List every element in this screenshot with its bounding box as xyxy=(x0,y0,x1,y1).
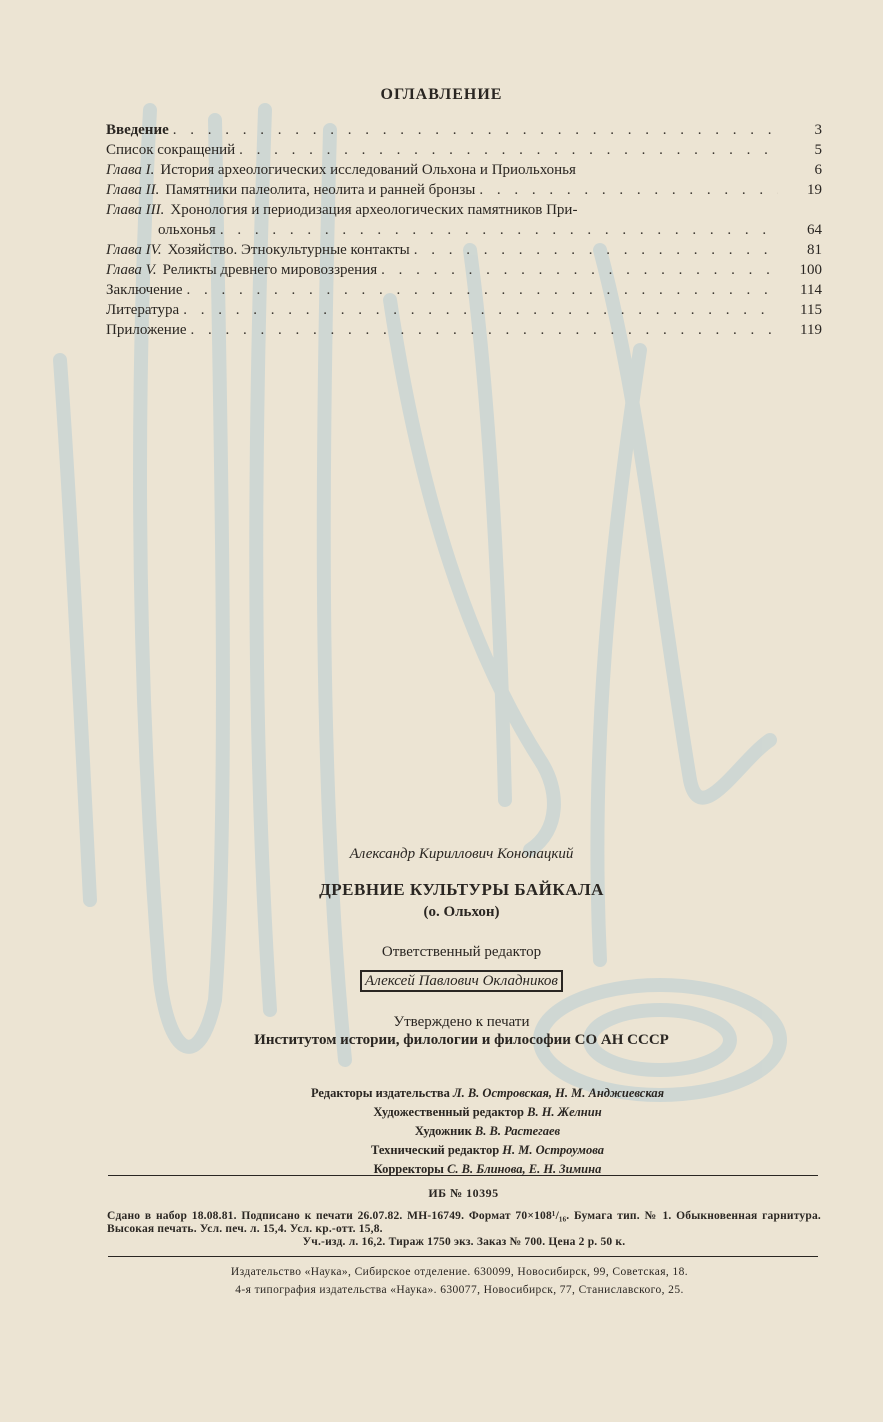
ib-number: ИБ № 10395 xyxy=(428,1186,499,1200)
toc-entry-label: Реликты древнего мировоззрения xyxy=(162,262,378,278)
divider-rule xyxy=(108,1175,818,1176)
toc-entry-prefix: Глава V. xyxy=(106,262,157,278)
toc-entry-prefix: Глава I. xyxy=(106,162,155,178)
responsible-editor-name: Алексей Павлович Окладников xyxy=(360,970,563,992)
toc-entry-page: 100 xyxy=(799,262,822,278)
book-author: Александр Кириллович Конопацкий xyxy=(349,846,574,862)
toc-entry-page: 19 xyxy=(807,182,822,198)
toc-entry-prefix: Глава III. xyxy=(106,202,165,218)
toc-entry xyxy=(106,160,822,180)
leader-dots xyxy=(220,220,778,240)
credits-list xyxy=(0,1084,883,1179)
leader-dots xyxy=(183,300,778,320)
toc-entry xyxy=(106,240,822,260)
toc-entry-label: Хозяйство. Этнокультурные контакты xyxy=(167,242,410,258)
toc-entry-label: История археологических исследований Ольхона и Приольхонья xyxy=(160,162,576,178)
toc-entry-label: Литература xyxy=(106,302,180,318)
publisher-info xyxy=(18,1263,883,1299)
toc-entry-page: 81 xyxy=(807,242,822,258)
leader-dots xyxy=(191,320,778,340)
toc-entry-page: 3 xyxy=(814,122,822,138)
toc-entry-page: 114 xyxy=(800,282,822,298)
toc-entry-page: 6 xyxy=(814,162,822,178)
toc-entry-page: 119 xyxy=(800,322,822,338)
toc-entry xyxy=(106,280,822,300)
publisher-line: Издательство «Наука», Сибирское отделение. 630099, Новосибирск, 99, Советская, 18. xyxy=(230,1266,689,1278)
table-of-contents xyxy=(106,120,822,340)
book-subtitle: (о. Ольхон) xyxy=(423,904,500,920)
toc-entry xyxy=(106,120,822,140)
credit-role: Редакторы издательства xyxy=(310,1086,450,1100)
toc-title: ОГЛАВЛЕНИЕ xyxy=(380,86,503,103)
leader-dots xyxy=(381,260,778,280)
toc-entry xyxy=(106,300,822,320)
approved-for-print: Утверждено к печати xyxy=(393,1014,530,1030)
printing-house-line: 4-я типография издательства «Наука». 630077, Новосибирск, 77, Станиславского, 25. xyxy=(235,1284,684,1296)
credit-role: Корректоры xyxy=(373,1162,444,1176)
credit-names: В. В. Растегаев xyxy=(474,1124,561,1138)
divider-rule xyxy=(108,1256,818,1257)
leader-dots xyxy=(173,120,778,140)
approving-institute: Институтом истории, филологии и философии СО АН СССР xyxy=(254,1032,669,1048)
toc-entry xyxy=(106,140,822,160)
credit-role: Технический редактор xyxy=(371,1143,500,1157)
credit-line xyxy=(46,1084,883,1103)
toc-entry-page: 5 xyxy=(814,142,822,158)
toc-entry-label: Приложение xyxy=(106,322,187,338)
toc-entry xyxy=(106,200,822,220)
toc-entry xyxy=(106,260,822,280)
leader-dots xyxy=(239,140,778,160)
credit-role: Художественный редактор xyxy=(373,1105,524,1119)
leader-dots xyxy=(414,240,778,260)
toc-entry-label: Список сокращений xyxy=(106,142,236,158)
tech-line: Уч.-изд. л. 16,2. Тираж 1750 экз. Заказ № 700. Цена 2 р. 50 к. xyxy=(302,1236,626,1248)
credit-names: Л. В. Островская, Н. М. Анджиевская xyxy=(453,1086,665,1100)
toc-entry-prefix: Глава II. xyxy=(106,182,160,198)
toc-entry-continuation xyxy=(106,220,822,240)
toc-entry-label: ольхонья xyxy=(158,222,216,238)
technical-print-details xyxy=(107,1210,821,1249)
credit-line xyxy=(46,1141,883,1160)
toc-entry xyxy=(106,320,822,340)
toc-entry-prefix: Глава IV. xyxy=(106,242,162,258)
toc-entry-label: Хронология и периодизация археологических памятников При- xyxy=(170,202,578,218)
leader-dots xyxy=(187,280,779,300)
credit-line xyxy=(46,1160,883,1179)
credit-names: С. В. Блинова, Е. Н. Зимина xyxy=(447,1162,602,1176)
credit-role: Художник xyxy=(414,1124,472,1138)
credit-line xyxy=(46,1122,883,1141)
credit-names: Н. М. Остроумова xyxy=(502,1143,604,1157)
leader-dots xyxy=(479,180,778,200)
toc-entry-label: Заключение xyxy=(106,282,183,298)
credit-names: В. Н. Желнин xyxy=(527,1105,602,1119)
toc-entry xyxy=(106,180,822,200)
toc-entry-page: 64 xyxy=(807,222,822,238)
tech-line: Сдано в набор 18.08.81. Подписано к печати 26.07.82. МН-16749. Формат 70×108¹/₁₆. Бумага тип. № 1. Обыкновенная гарнитура. Высокая печать. Усл. печ. л. 15,4. Усл. кр.-отт. 15,8. xyxy=(107,1210,821,1235)
responsible-editor-label: Ответственный редактор xyxy=(381,944,542,960)
toc-entry-label: Введение xyxy=(106,122,169,138)
toc-entry-page: 115 xyxy=(800,302,822,318)
book-title: ДРЕВНИЕ КУЛЬТУРЫ БАЙКАЛА xyxy=(319,880,604,899)
toc-entry-label: Памятники палеолита, неолита и ранней бронзы xyxy=(165,182,476,198)
credit-line xyxy=(46,1103,883,1122)
